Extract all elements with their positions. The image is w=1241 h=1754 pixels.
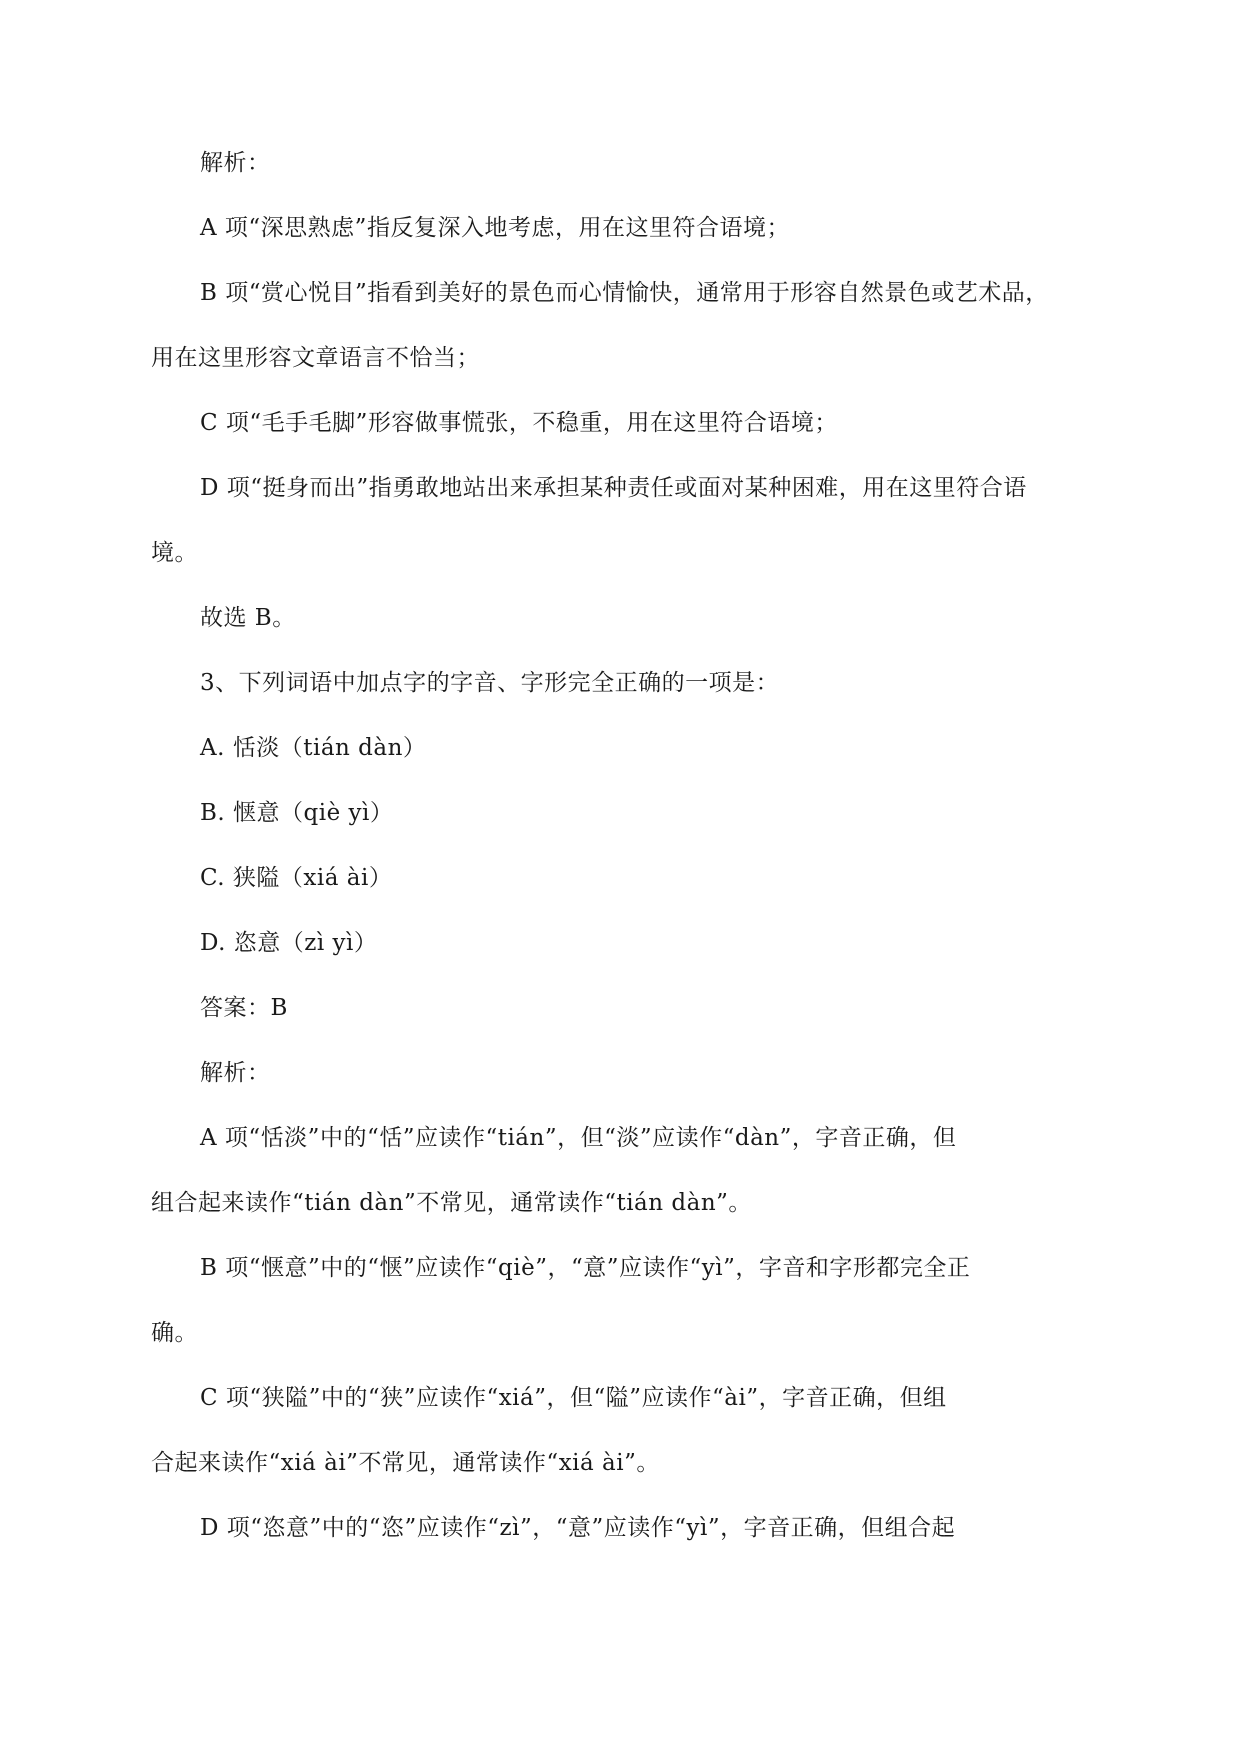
answer-3: 答案：B	[200, 995, 288, 1021]
analysis-item-c-1: C 项“毛手毛脚”形容做事慌张，不稳重，用在这里符合语境；	[200, 410, 838, 436]
option-a: A. 恬淡（tián dàn）	[200, 735, 427, 761]
analysis-item-c-2: C 项“狭隘”中的“狭”应读作“xiá”，但“隘”应读作“ài”，字音正确，但组	[200, 1385, 947, 1411]
analysis-item-d-1-cont: 境。	[151, 540, 198, 566]
analysis-item-a-2-cont: 组合起来读作“tián dàn”不常见，通常读作“tián dàn”。	[151, 1190, 752, 1216]
analysis-item-b-2: B 项“惬意”中的“惬”应读作“qiè”，“意”应读作“yì”，字音和字形都完全正	[200, 1255, 971, 1281]
question-3: 3、下列词语中加点字的字音、字形完全正确的一项是：	[200, 670, 780, 696]
analysis-item-c-2-cont: 合起来读作“xiá ài”不常见，通常读作“xiá ài”。	[151, 1450, 660, 1476]
analysis-item-a-2: A 项“恬淡”中的“恬”应读作“tián”，但“淡”应读作“dàn”，字音正确，但	[200, 1125, 957, 1151]
option-b: B. 惬意（qiè yì）	[200, 800, 394, 826]
analysis-item-d-2: D 项“恣意”中的“恣”应读作“zì”，“意”应读作“yì”，字音正确，但组合起	[200, 1515, 956, 1541]
analysis-item-b-2-cont: 确。	[151, 1320, 198, 1346]
analysis-heading-1: 解析：	[200, 150, 271, 176]
option-d: D. 恣意（zì yì）	[200, 930, 378, 956]
analysis-item-a-1: A 项“深思熟虑”指反复深入地考虑，用在这里符合语境；	[200, 215, 790, 241]
analysis-item-b-1: B 项“赏心悦目”指看到美好的景色而心情愉快，通常用于形容自然景色或艺术品，	[200, 280, 1049, 306]
analysis-item-d-1: D 项“挺身而出”指勇敢地站出来承担某种责任或面对某种困难，用在这里符合语	[200, 475, 1027, 501]
conclusion-1: 故选 B。	[200, 605, 296, 631]
analysis-item-b-1-cont: 用在这里形容文章语言不恰当；	[151, 345, 480, 371]
option-c: C. 狭隘（xiá ài）	[200, 865, 393, 891]
analysis-heading-2: 解析：	[200, 1060, 271, 1086]
